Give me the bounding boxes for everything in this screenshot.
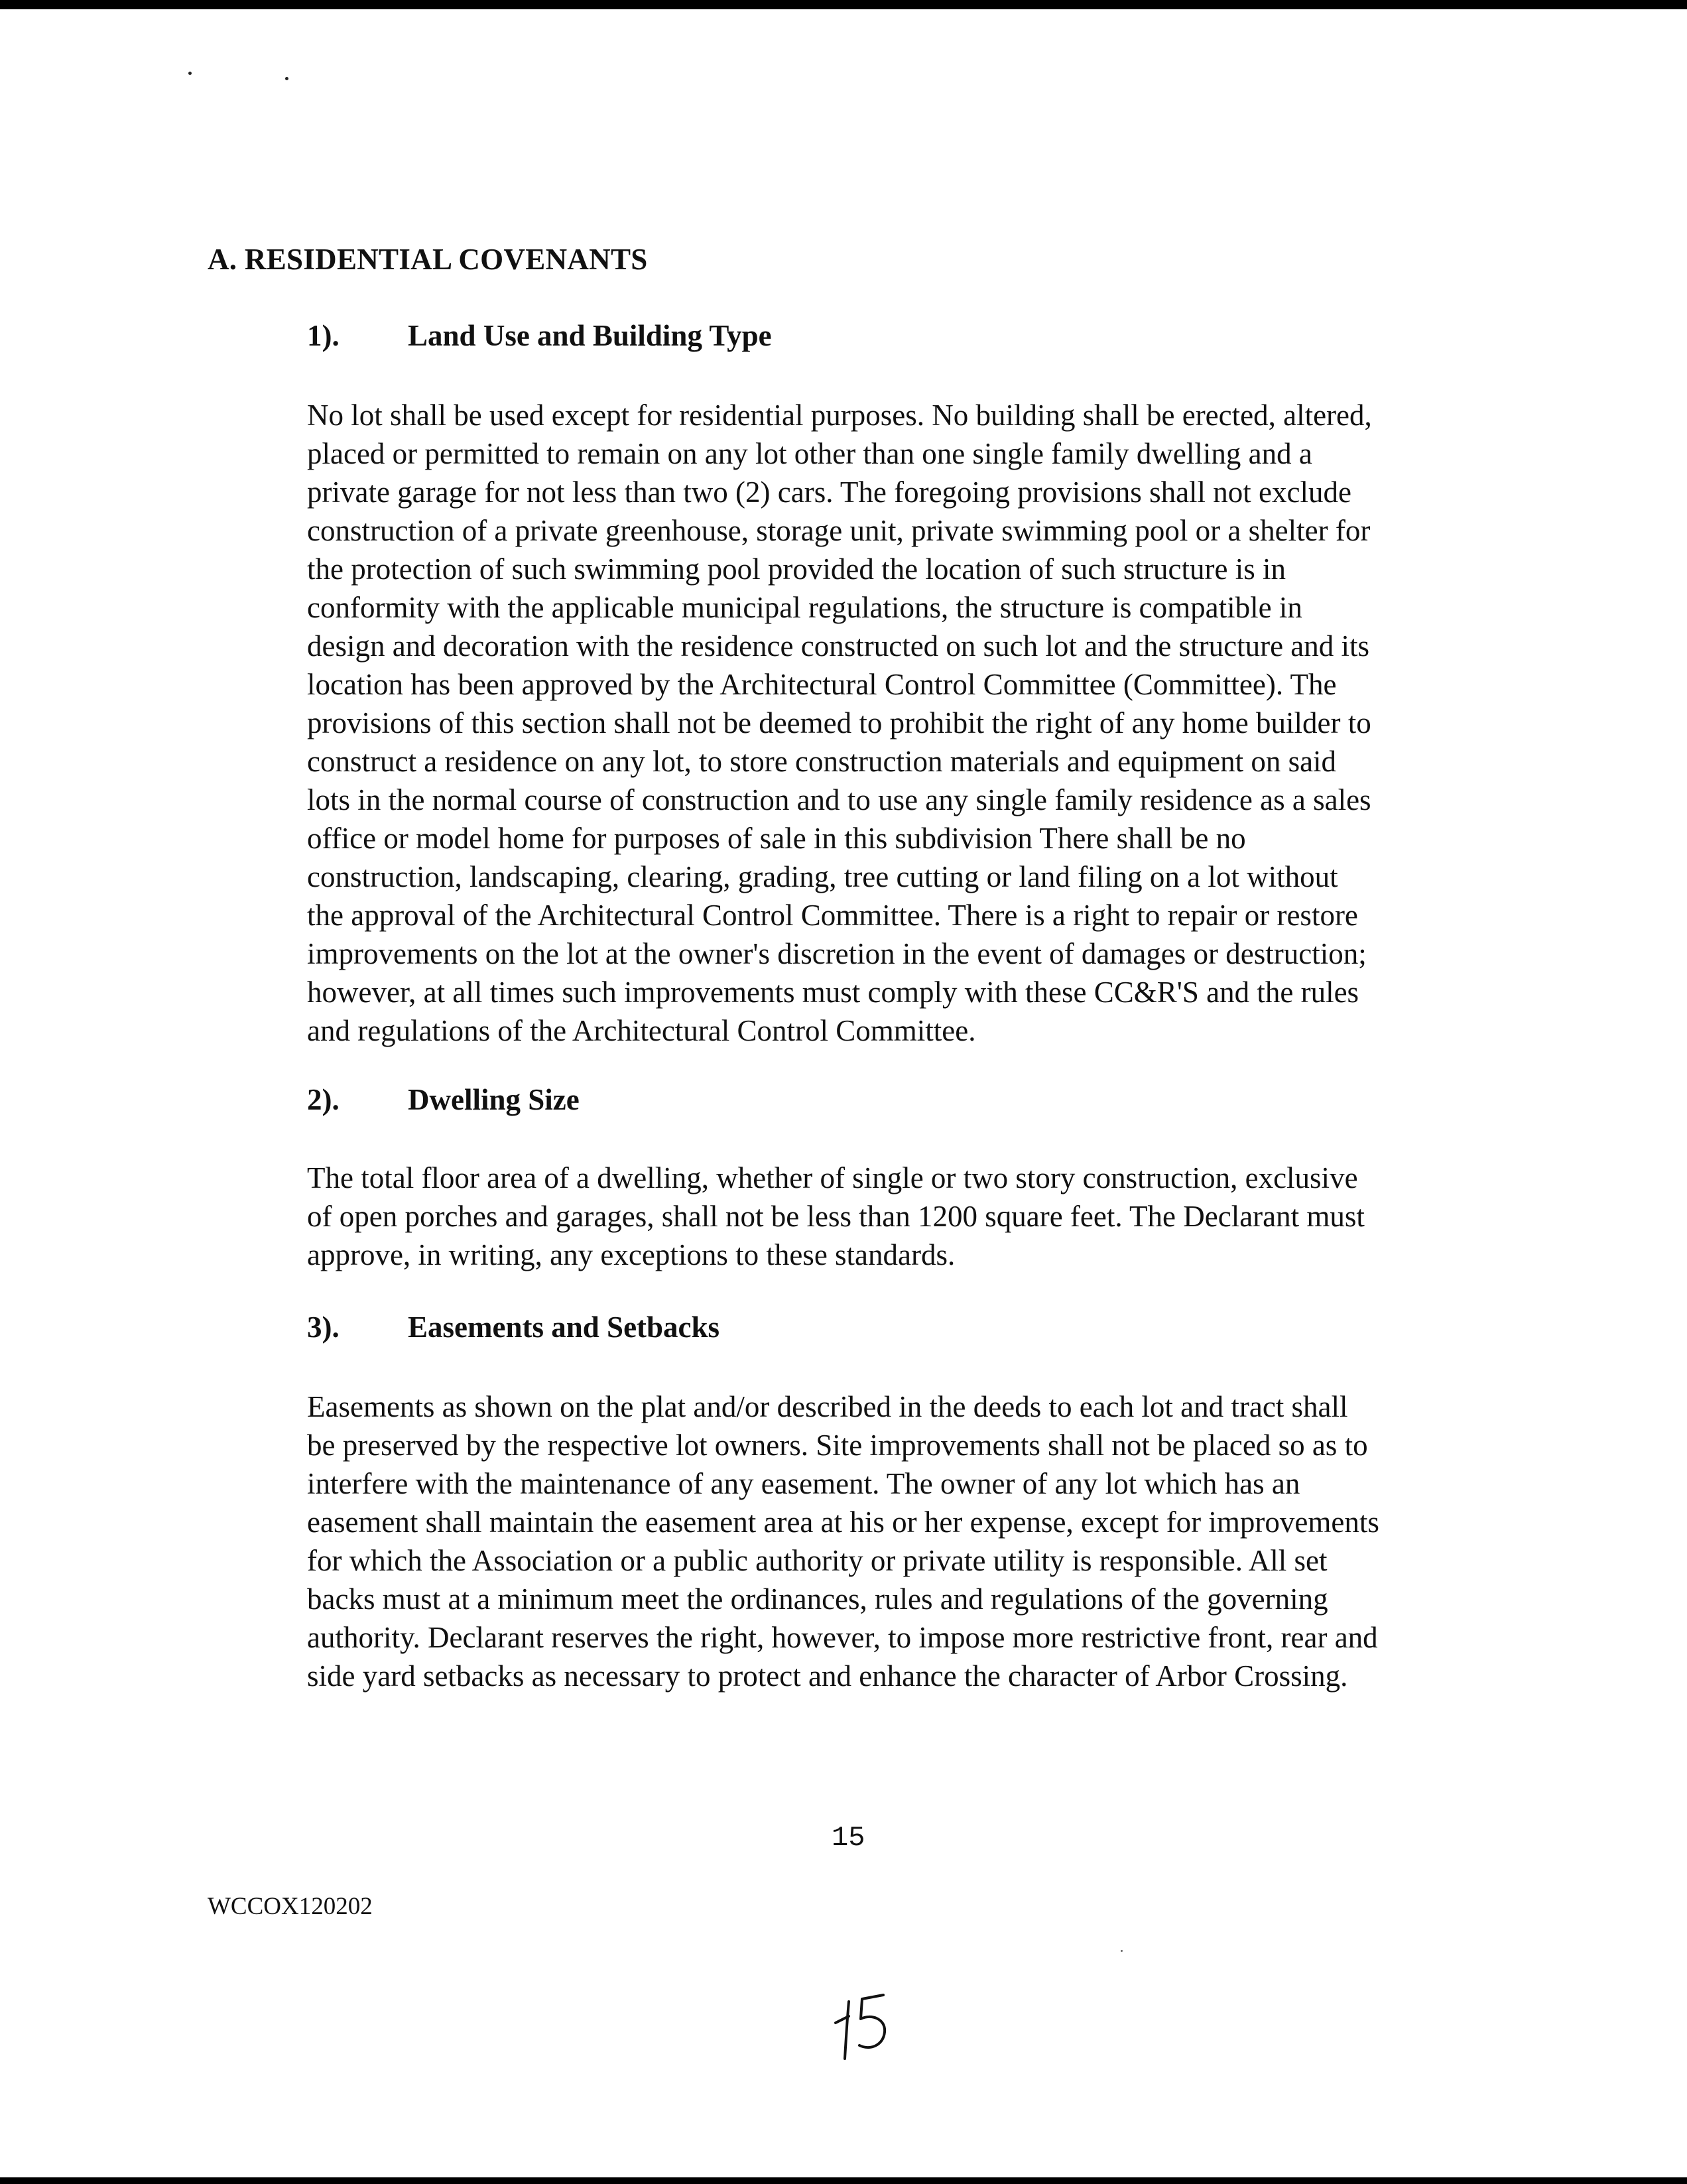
paragraph-line: placed or permitted to remain on any lot other than one single family dwelling and a	[307, 437, 1312, 470]
paragraph-line: the protection of such swimming pool provided the location of such structure is in	[307, 552, 1286, 586]
handwritten-stroke-1	[845, 2002, 849, 2059]
section-heading: A. RESIDENTIAL COVENANTS	[208, 243, 648, 276]
paragraph-line: No lot shall be used except for residential purposes. No building shall be erected, altered,	[307, 399, 1372, 432]
paragraph-line: however, at all times such improvements must comply with these CC&R'S and the rules	[307, 976, 1359, 1009]
paragraph-line: provisions of this section shall not be deemed to prohibit the right of any home builder to	[307, 706, 1371, 739]
paragraph-line: improvements on the lot at the owner's discretion in the event of damages or destruction;	[307, 937, 1367, 970]
scan-border-bottom	[0, 2177, 1687, 2184]
subsection-number: 3).	[307, 1311, 340, 1344]
paragraph-line: be preserved by the respective lot owners. Site improvements shall not be placed so as to	[307, 1429, 1368, 1462]
scan-speck	[1121, 1950, 1123, 1952]
paragraph-line: interfere with the maintenance of any easement. The owner of any lot which has an	[307, 1467, 1300, 1500]
subsection-heading-land-use	[307, 318, 772, 353]
paragraph-line: construction of a private greenhouse, storage unit, private swimming pool or a shelter for	[307, 514, 1371, 547]
paragraph-line: construct a residence on any lot, to store construction materials and equipment on said	[307, 745, 1337, 778]
document-id: WCCOX120202	[208, 1893, 373, 1920]
subsection-heading-dwelling-size	[307, 1082, 580, 1117]
paragraph-line: office or model home for purposes of sale in this subdivision There shall be no	[307, 822, 1246, 855]
paragraph-dwelling-size	[307, 1159, 1521, 1274]
scan-speck	[285, 77, 288, 80]
paragraph-line: authority. Declarant reserves the right, however, to impose more restrictive front, rear and	[307, 1621, 1378, 1654]
subsection-title: Land Use and Building Type	[408, 319, 772, 352]
paragraph-line: the approval of the Architectural Control Committee. There is a right to repair or restore	[307, 899, 1358, 932]
paragraph-line: location has been approved by the Architectural Control Committee (Committee). The	[307, 668, 1337, 701]
page-number: 15	[832, 1822, 865, 1854]
handwritten-page-number	[822, 1990, 902, 2063]
paragraph-line: design and decoration with the residence constructed on such lot and the structure and its	[307, 629, 1370, 663]
paragraph-line: The total floor area of a dwelling, whether of single or two story construction, exclusive	[307, 1161, 1358, 1194]
paragraph-line: for which the Association or a public authority or private utility is responsible. All set	[307, 1544, 1328, 1577]
paragraph-line: backs must at a minimum meet the ordinances, rules and regulations of the governing	[307, 1582, 1328, 1616]
scan-border-top	[0, 0, 1687, 9]
paragraph-line: of open porches and garages, shall not be less than 1200 square feet. The Declarant must	[307, 1200, 1365, 1233]
paragraph-land-use	[307, 396, 1521, 1050]
scan-speck	[188, 72, 192, 75]
paragraph-line: side yard setbacks as necessary to protect and enhance the character of Arbor Crossing.	[307, 1659, 1348, 1693]
subsection-title: Easements and Setbacks	[408, 1311, 720, 1344]
paragraph-line: and regulations of the Architectural Control Committee.	[307, 1014, 976, 1047]
paragraph-easements	[307, 1387, 1521, 1695]
subsection-number: 2).	[307, 1083, 340, 1116]
subsection-number: 1).	[307, 319, 340, 352]
paragraph-line: lots in the normal course of construction and to use any single family residence as a sales	[307, 783, 1371, 816]
paragraph-line: private garage for not less than two (2) cars. The foregoing provisions shall not exclude	[307, 476, 1351, 509]
paragraph-line: approve, in writing, any exceptions to these standards.	[307, 1238, 956, 1271]
paragraph-line: conformity with the applicable municipal regulations, the structure is compatible in	[307, 591, 1302, 624]
paragraph-line: easement shall maintain the easement area at his or her expense, except for improvements	[307, 1506, 1379, 1539]
subsection-title: Dwelling Size	[408, 1083, 580, 1116]
paragraph-line: construction, landscaping, clearing, grading, tree cutting or land filing on a lot without	[307, 860, 1338, 893]
subsection-heading-easements	[307, 1310, 719, 1344]
paragraph-line: Easements as shown on the plat and/or described in the deeds to each lot and tract shall	[307, 1390, 1348, 1423]
handwritten-stroke-5	[859, 1995, 885, 2047]
